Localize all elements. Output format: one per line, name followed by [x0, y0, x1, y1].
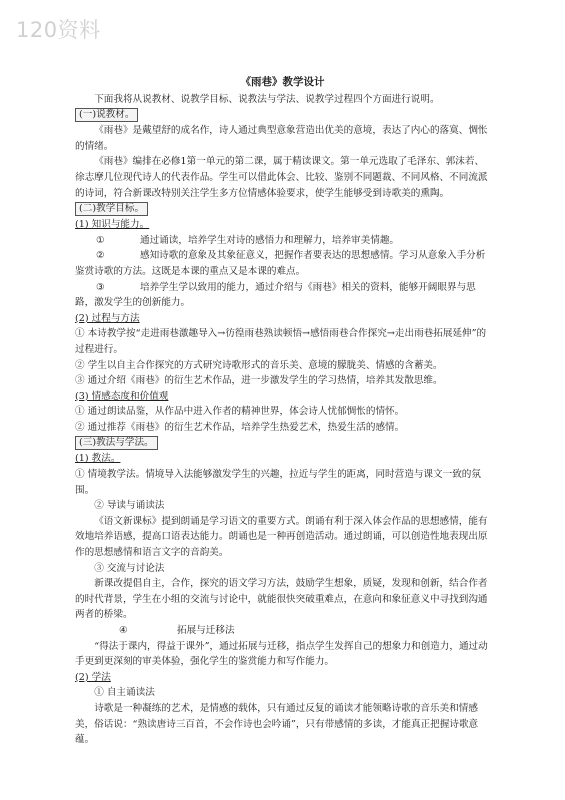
subheading: (2) 学法: [75, 671, 111, 683]
paragraph: 新课改提倡自主，合作，探究的语文学习方法，鼓励学生想象，质疑，发现和创新，结合作者的时代背景，学生在小组的交流与讨论中，就能很快突破重难点，在意向和象征意义中寻找到沟通两者的桥梁。: [75, 578, 488, 621]
section-heading-objectives: (二)教学目标。: [75, 202, 148, 216]
intro-paragraph: 下面我将从说教材、说教学目标、说教法与学法、说教学过程四个方面进行说明。: [94, 93, 440, 105]
paragraph: 诗歌是一种凝练的艺术，是情感的载体，只有通过反复的诵读才能领略诗歌的音乐美和情感美，俗话说：“熟读唐诗三百首，不会作诗也会吟诵”，只有带感情的多读，才能真正把握诗歌意蕴。: [75, 702, 479, 746]
method-title: ② 导读与诵读法: [94, 500, 165, 512]
list-item: ① 本诗教学按“走进雨巷激趣导入→彷徨雨巷熟读顿悟→感悟雨巷合作探究→走出雨巷拓展延伸”的过程进行。: [75, 328, 487, 355]
document-page: [75, 75, 490, 748]
method-title: ① 自主诵读法: [94, 687, 155, 699]
section-heading-textbook: (一)说教材。: [75, 108, 138, 122]
subheading: (1) 教法。: [75, 453, 121, 465]
paragraph: 《雨巷》编排在必修1第一单元的第二课，属于精读课文。第一单元选取了毛泽东、郭沫若、徐志摩几位现代诗人的代表作品。学生可以借此体会、比较、鉴别不同题裁、不同风格、不同流派的诗词，符合新课改特别关注学生多方位情感体验要求，使学生能够受到诗歌美的熏陶。: [75, 156, 488, 199]
list-item: ② 通过推荐《雨巷》的衍生艺术作品，培养学生热爱艺术，热爱生活的感情。: [75, 421, 405, 433]
subheading: (2) 过程与方法: [75, 312, 140, 324]
list-item: ① 情境教学法。情境导入法能够激发学生的兴趣，拉近与学生的距离，同时营造与课文一致的氛围。: [75, 469, 481, 496]
list-item: ② 学生以自主合作探究的方式研究诗歌形式的音乐美、意境的朦胧美、情感的含蓄美。: [75, 359, 443, 371]
method-title: ③ 交流与讨论法: [94, 562, 165, 574]
paragraph: “得法于课内，得益于课外”，通过拓展与迁移，指点学生发挥自己的想象力和创造力，通过动手更到更深刻的审美体验，强化学生的鉴赏能力和写作能力。: [75, 640, 488, 668]
list-item: ① 通过诵读，培养学生对诗的感悟力和理解力，培养审美情趣。: [96, 234, 400, 246]
list-item: ② 感知诗歌的意象及其象征意义，把握作者要表达的思想感情。学习从意象入手分析鉴赏诗歌的方法。这既是本课的重点又是本课的难点。: [75, 250, 486, 277]
paragraph: 《语文新课标》提到朗诵是学习语文的重要方式。朗诵有利于深入体会作品的思想感情，能有效地培养语感，提高口语表达能力。朗诵也是一种再创造活动。通过朗诵，可以创造性地表现出原作的思想感情和语言文字的音韵美。: [75, 515, 488, 559]
watermark: 120资料: [16, 18, 101, 42]
paragraph: 《雨巷》是戴望舒的成名作，诗人通过典型意象营造出优美的意境，表达了内心的落寞、惆怅的情绪。: [75, 125, 488, 152]
method-title: ④ 拓展与迁移法: [119, 625, 235, 636]
subheading: (1) 知识与能力。: [75, 219, 150, 231]
list-item: ③ 培养学生学以致用的能力，通过介绍与《雨巷》相关的资料，能够开阔眼界与思路，激发学生的创新能力。: [75, 281, 476, 309]
subheading: (3) 情感态度和价值观: [75, 390, 169, 402]
list-item: ③ 通过介绍《雨巷》的衍生艺术作品，进一步激发学生的学习热情，培养其发散思维。: [75, 375, 443, 387]
section-heading-methods: (三)教法与学法。: [75, 436, 158, 450]
list-item: ① 通过朗读品鉴，从作品中进入作者的精神世界，体会诗人忧郁惆怅的情怀。: [75, 406, 405, 418]
document-title: 《雨巷》教学设计: [240, 76, 325, 88]
